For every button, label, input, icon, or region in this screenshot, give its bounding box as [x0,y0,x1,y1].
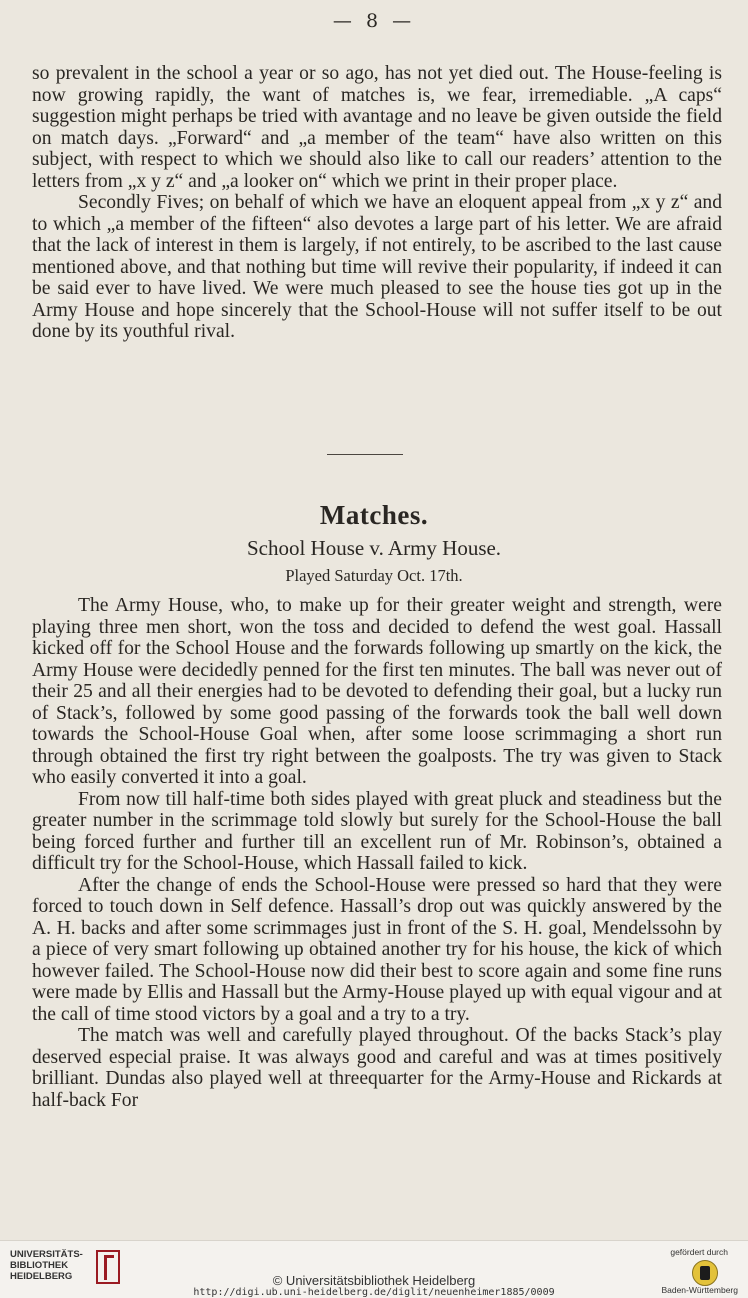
copyright-notice: © Universitätsbibliothek Heidelberg [272,1273,476,1288]
paragraph: The match was well and carefully played throughout. Of the backs Stack’s play deserved especial praise. It was always good and careful and was at times positively brilliant. Dundas also played well at threequarter for the Army-House and Rickards at half-back For [32,1025,722,1111]
footer-bar [0,1240,748,1298]
funded-by-label: gefördert durch [670,1247,728,1257]
match-report [32,595,722,1111]
paragraph: so prevalent in the school a year or so ago, has not yet died out. The House-feeling is now growing rapidly, the want of matches is, we fear, irremediable. „A caps“ suggestion might perhaps be tried with avantage and no leave be given outside the field on match days. „Forward“ and „a member of the team“ have also written on this subject, with respect to which we should also like to call our readers’ attention to the letters from „x y z“ and „a looker on“ which we print in their proper place. [32,63,722,192]
page-number: — 8 — [332,10,416,32]
paragraph: From now till half-time both sides played with great pluck and steadiness but the greater number in the scrimmage told slowly but surely for the School-House the ball being forced further and further till an excellent run of Mr. Robinson’s, obtained a difficult try for the School-House, which Hassall failed to kick. [32,788,722,874]
library-name-line: HEIDELBERG [10,1271,73,1282]
baden-wuerttemberg-seal-icon [692,1260,718,1286]
section-divider [327,454,403,455]
permalink[interactable]: http://digi.ub.uni-heidelberg.de/diglit/neuenheimer1885/0009 [193,1287,555,1298]
section-title: Matches. [319,500,429,530]
match-title: School House v. Army House. [246,536,502,560]
paragraph: After the change of ends the School-House were pressed so hard that they were forced to touch down in Self defence. Hassall’s drop out was quickly answered by the A. H. backs and after some scrimmages just in front of the S. H. goal, Mendelssohn by a piece of very smart following up obtained another try for his house, the kick of which however failed. The School-House now did their best to score again and some fine runs were made by Ellis and Hassall but the Army-House played up with equal vigour and at the call of time stood victors by a goal and a try to a try. [32,874,722,1025]
paragraph: Secondly Fives; on behalf of which we have an eloquent appeal from „x y z“ and to which „a member of the fifteen“ also devotes a large part of his letter. We are afraid that the lack of interest in them is largely, if not entirely, to be ascribed to the last cause mentioned above, and that nothing but time will revive their popularity, if indeed it can be said ever to have lived. We were much pleased to see the house ties got up in the Army House and hope sincerely that the School-House will not suffer itself to be out done by its youthful rival. [32,192,722,342]
funder-name: Baden-Württemberg [661,1285,738,1295]
match-date: Played Saturday Oct. 17th. [285,566,463,585]
library-name-line: BIBLIOTHEK [10,1260,69,1271]
intro-text [32,63,722,343]
library-name-line: UNIVERSITÄTS- [10,1249,83,1260]
paragraph: The Army House, who, to make up for their greater weight and strength, were playing three men short, won the toss and decided to defend the west goal. Hassall kicked off for the School House and the forwards following up smartly on the kick, the Army House were decidedly penned for the first ten minutes. The ball was never out of their 25 and all their energies had to be devoted to defending their goal, but a lucky run of Stack’s, followed by some good passing of the forwards took the ball well down towards the School-House Goal when, after some loose scrimmaging a short run through obtained the first try right between the goalposts. The try was given to Stack who easily converted it into a goal. [32,595,722,788]
